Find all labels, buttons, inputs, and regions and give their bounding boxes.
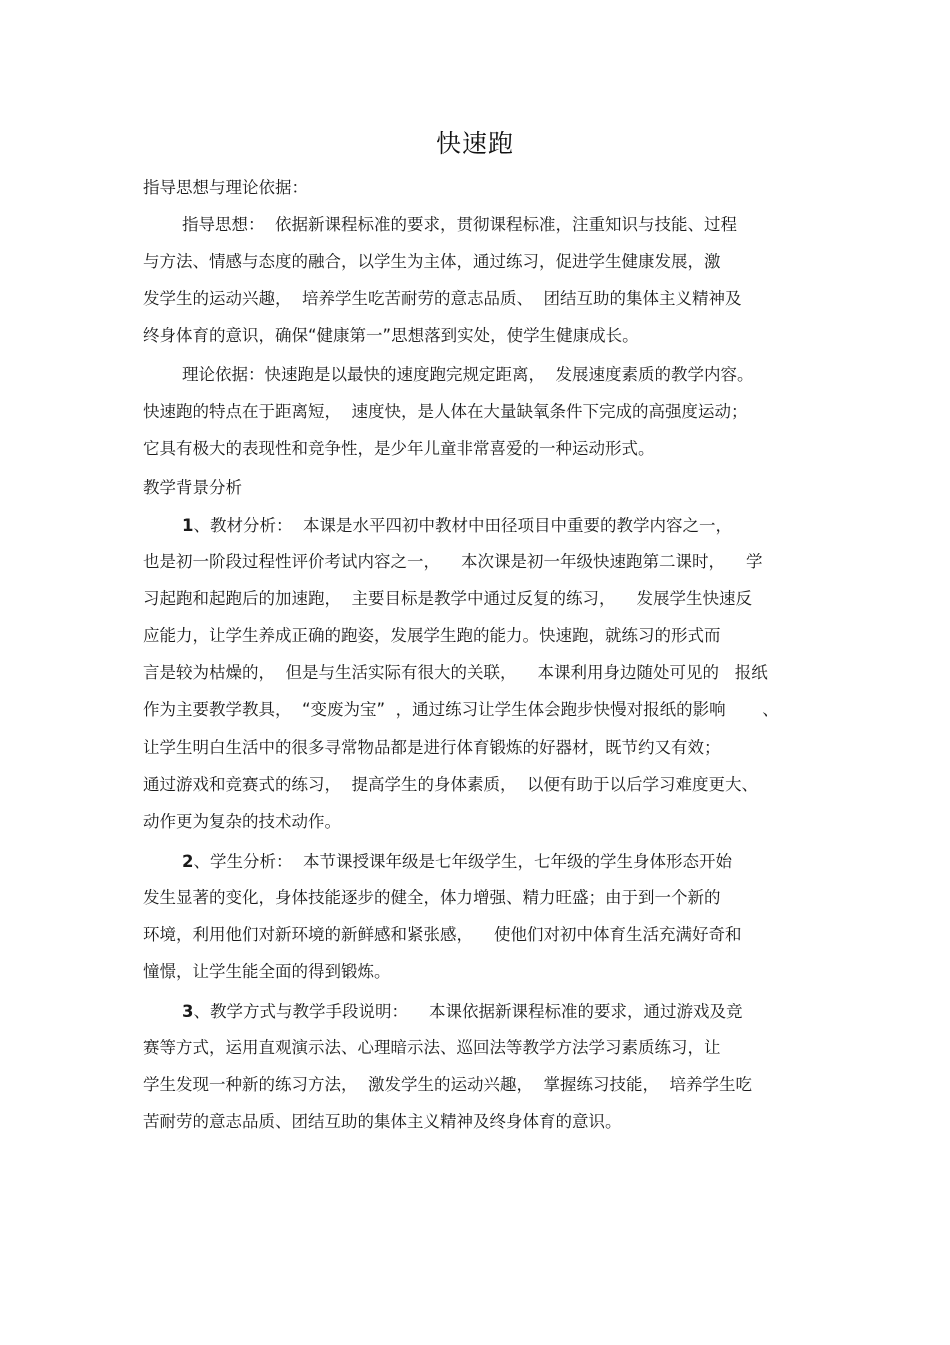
paragraph-line: 快速跑的特点在于距离短， 速度快，是人体在大量缺氧条件下完成的高强度运动； xyxy=(143,402,748,421)
section-heading-guiding: 指导思想与理论依据： xyxy=(143,178,308,197)
paragraph-line-numbered xyxy=(182,1001,742,1023)
paragraph-line: 学生发现一种新的练习方法， 激发学生的运动兴趣， 掌握练习技能， 培养学生吃 xyxy=(143,1075,752,1094)
paragraph-text: 、学生分析： 本节课授课年级是七年级学生，七年级的学生身体形态开始 xyxy=(193,852,732,871)
paragraph-line: 发学生的运动兴趣， 培养学生吃苦耐劳的意志品质、 团结互助的集体主义精神及 xyxy=(143,289,742,308)
paragraph-line: 动作更为复杂的技术动作。 xyxy=(143,812,341,831)
paragraph-line: 指导思想： 依据新课程标准的要求，贯彻课程标准，注重知识与技能、过程 xyxy=(182,215,737,234)
paragraph-line: 苦耐劳的意志品质、团结互助的集体主义精神及终身体育的意识。 xyxy=(143,1112,622,1131)
paragraph-line-numbered xyxy=(182,515,732,537)
paragraph-line-numbered xyxy=(182,851,732,873)
paragraph-line: 也是初一阶段过程性评价考试内容之一， 本次课是初一年级快速跑第二课时， 学 xyxy=(143,552,763,571)
paragraph-line: 终身体育的意识，确保“健康第一”思想落到实处，使学生健康成长。 xyxy=(143,326,639,345)
paragraph-line: 与方法、情感与态度的融合，以学生为主体，通过练习，促进学生健康发展，激 xyxy=(143,252,721,271)
item-number: 2 xyxy=(182,852,194,871)
paragraph-line: 言是较为枯燥的， 但是与生活实际有很大的关联， 本课利用身边随处可见的 报纸 xyxy=(143,663,768,682)
item-number: 1 xyxy=(182,516,194,535)
paragraph-line: 它具有极大的表现性和竞争性，是少年儿童非常喜爱的一种运动形式。 xyxy=(143,439,655,458)
paragraph-line: 作为主要教学教具， “变废为宝” ，通过练习让学生体会跑步快慢对报纸的影响 、 xyxy=(143,700,779,719)
paragraph-line: 应能力，让学生养成正确的跑姿，发展学生跑的能力。快速跑，就练习的形式而 xyxy=(143,626,721,645)
page-title: 快速跑 xyxy=(435,129,514,158)
paragraph-line: 让学生明白生活中的很多寻常物品都是进行体育锻炼的好器材，既节约又有效； xyxy=(143,738,721,757)
paragraph-line: 憧憬，让学生能全面的得到锻炼。 xyxy=(143,962,391,981)
section-heading-background: 教学背景分析 xyxy=(143,478,242,497)
paragraph-text: 、教材分析： 本课是水平四初中教材中田径项目中重要的教学内容之一， xyxy=(193,516,732,535)
paragraph-line: 习起跑和起跑后的加速跑， 主要目标是教学中通过反复的练习， 发展学生快速反 xyxy=(143,589,752,608)
paragraph-line: 理论依据：快速跑是以最快的速度跑完规定距离， 发展速度素质的教学内容。 xyxy=(182,365,754,384)
item-number: 3 xyxy=(182,1002,194,1021)
paragraph-line: 发生显著的变化，身体技能逐步的健全，体力增强、精力旺盛；由于到一个新的 xyxy=(143,888,721,907)
paragraph-text: 、教学方式与教学手段说明： 本课依据新课程标准的要求，通过游戏及竞 xyxy=(193,1002,743,1021)
paragraph-line: 赛等方式，运用直观演示法、心理暗示法、巡回法等教学方法学习素质练习，让 xyxy=(143,1038,721,1057)
paragraph-line: 通过游戏和竞赛式的练习， 提高学生的身体素质， 以便有助于以后学习难度更大、 xyxy=(143,775,758,794)
paragraph-line: 环境，利用他们对新环境的新鲜感和紧张感， 使他们对初中体育生活充满好奇和 xyxy=(143,925,742,944)
